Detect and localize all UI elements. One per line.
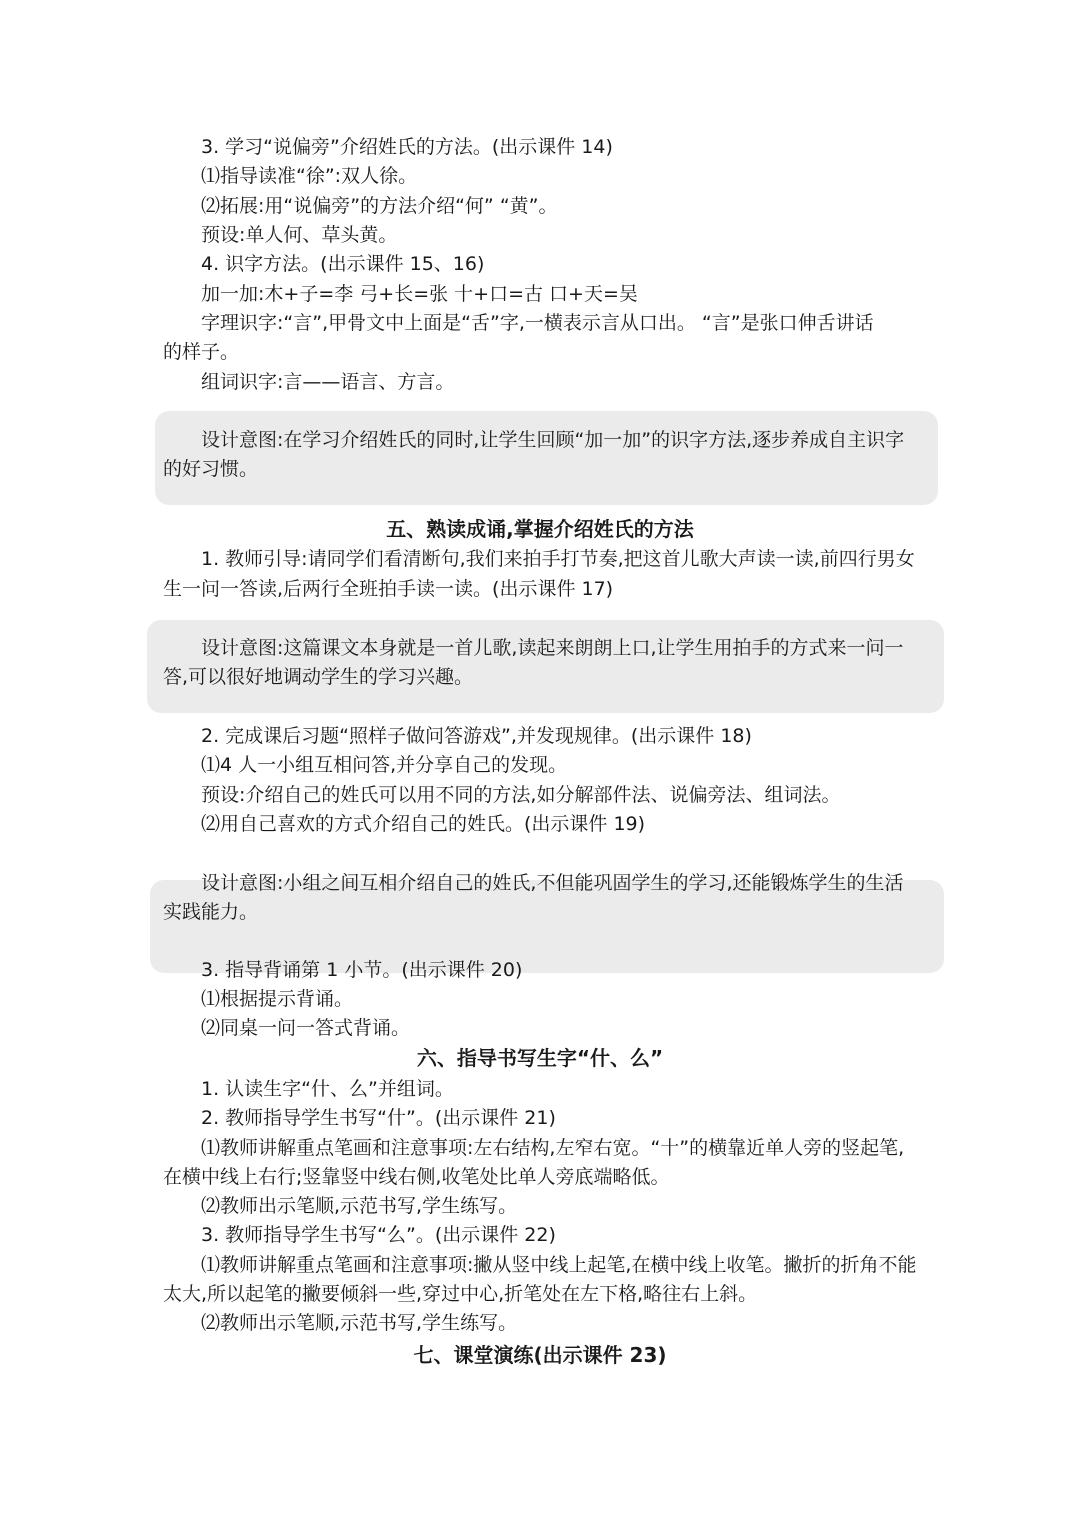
paragraph-line: 加一加:木+子=李 弓+长=张 十+口=古 口+天=吴 <box>201 283 638 305</box>
paragraph-line: 生一问一答读,后两行全班拍手读一读。(出示课件 17) <box>163 578 614 600</box>
paragraph-line: 预设:介绍自己的姓氏可以用不同的方法,如分解部件法、说偏旁法、组词法。 <box>201 784 841 806</box>
design-intent-text: 设计意图:小组之间互相介绍自己的姓氏,不但能巩固学生的学习,还能锻炼学生的生活 <box>201 872 904 894</box>
section-heading: 七、课堂演练(出示课件 23) <box>413 1343 667 1367</box>
paragraph-line: 3. 教师指导学生书写“么”。(出示课件 22) <box>201 1224 556 1246</box>
design-intent-text: 的好习惯。 <box>163 458 259 480</box>
paragraph-line: ⑴教师讲解重点笔画和注意事项:撇从竖中线上起笔,在横中线上收笔。撇折的折角不能 <box>201 1254 917 1276</box>
paragraph-line: 2. 完成课后习题“照样子做问答游戏”,并发现规律。(出示课件 18) <box>201 725 752 747</box>
design-intent-text: 设计意图:在学习介绍姓氏的同时,让学生回顾“加一加”的识字方法,逐步养成自主识字 <box>201 429 905 451</box>
design-intent-text: 实践能力。 <box>163 901 259 923</box>
paragraph-line: 2. 教师指导学生书写“什”。(出示课件 21) <box>201 1107 556 1129</box>
design-intent-text: 答,可以很好地调动学生的学习兴趣。 <box>163 666 474 688</box>
paragraph-line: 字理识字:“言”,甲骨文中上面是“舌”字,一横表示言从口出。 “言”是张口伸舌讲话 <box>201 312 874 334</box>
paragraph-line: ⑴教师讲解重点笔画和注意事项:左右结构,左窄右宽。“十”的横靠近单人旁的竖起笔, <box>201 1137 905 1159</box>
paragraph-line: 组词识字:言——语言、方言。 <box>201 371 455 393</box>
paragraph-line: ⑵拓展:用“说偏旁”的方法介绍“何” “黄”。 <box>201 195 558 217</box>
paragraph-line: 的样子。 <box>163 341 240 363</box>
section-heading: 五、熟读成诵,掌握介绍姓氏的方法 <box>386 517 694 541</box>
paragraph-line: 3. 指导背诵第 1 小节。(出示课件 20) <box>201 959 523 981</box>
paragraph-line: ⑵用自己喜欢的方式介绍自己的姓氏。(出示课件 19) <box>201 813 646 835</box>
paragraph-line: ⑴4 人一小组互相问答,并分享自己的发现。 <box>201 754 568 776</box>
paragraph-line: ⑵教师出示笔顺,示范书写,学生练写。 <box>201 1312 518 1334</box>
paragraph-line: ⑵教师出示笔顺,示范书写,学生练写。 <box>201 1195 518 1217</box>
paragraph-line: ⑴指导读准“徐”:双人徐。 <box>201 165 418 187</box>
paragraph-line: 3. 学习“说偏旁”介绍姓氏的方法。(出示课件 14) <box>201 136 613 158</box>
paragraph-line: ⑴根据提示背诵。 <box>201 988 354 1010</box>
section-heading: 六、指导书写生字“什、么” <box>416 1046 664 1070</box>
paragraph-line: 在横中线上右行;竖靠竖中线右侧,收笔处比单人旁底端略低。 <box>163 1166 670 1188</box>
paragraph-line: 太大,所以起笔的撇要倾斜一些,穿过中心,折笔处在左下格,略往右上斜。 <box>163 1283 758 1305</box>
paragraph-line: 4. 识字方法。(出示课件 15、16) <box>201 253 485 275</box>
paragraph-line: ⑵同桌一问一答式背诵。 <box>201 1017 411 1039</box>
design-intent-text: 设计意图:这篇课文本身就是一首儿歌,读起来朗朗上口,让学生用拍手的方式来一问一 <box>201 637 904 659</box>
paragraph-line: 预设:单人何、草头黄。 <box>201 224 398 246</box>
paragraph-line: 1. 认读生字“什、么”并组词。 <box>201 1078 454 1100</box>
paragraph-line: 1. 教师引导:请同学们看清断句,我们来拍手打节奏,把这首儿歌大声读一读,前四行男女 <box>201 548 915 570</box>
